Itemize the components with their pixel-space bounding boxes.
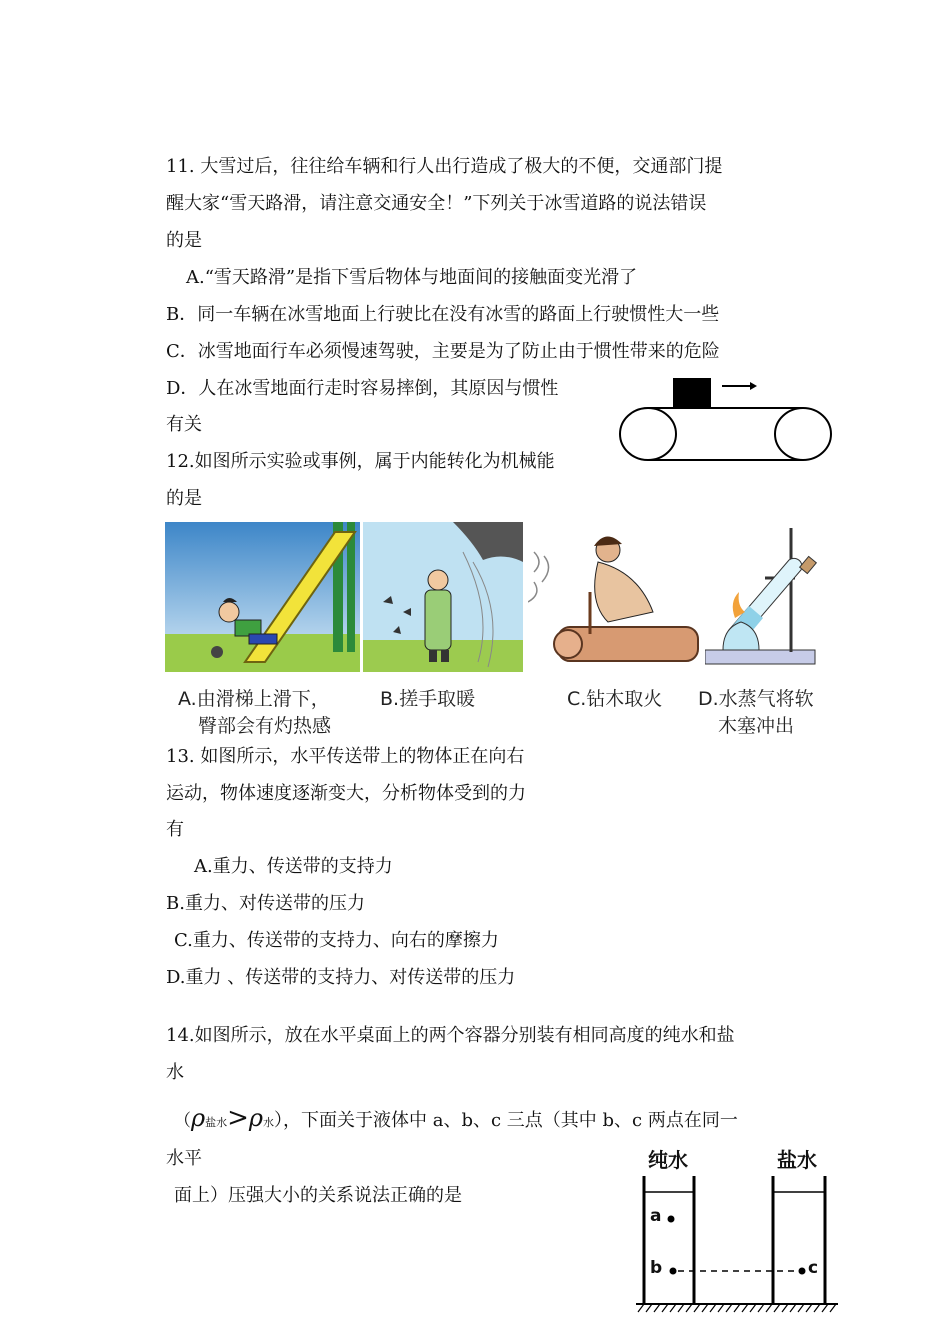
subscript-water: 水 [263,1116,275,1129]
rho-symbol: ρ [191,1104,206,1132]
caption-a-line-2: 臀部会有灼热感 [198,715,332,737]
salt-water-label: 盐水 [777,1148,817,1172]
q11-line-1: 11. 大雪过后，往往给车辆和行人出行造成了极大的不便，交通部门提 [166,156,723,177]
paren-open: （ [174,1111,191,1131]
q11-line-3: 的是 [166,230,202,251]
point-a-label: a [650,1206,662,1226]
q12-line-2: 的是 [166,488,202,509]
caption-c: C.钻木取火 [567,688,663,710]
q14-line-2: 水 [166,1062,184,1083]
q13-line-1: 13. 如图所示，水平传送带上的物体正在向右 [166,746,525,767]
q12-line-1: 12.如图所示实验或事例，属于内能转化为机械能 [166,451,555,472]
slide-picture [165,522,360,672]
q14-line-1: 14.如图所示，放在水平桌面上的两个容器分别装有相同高度的纯水和盐 [166,1025,735,1046]
q11-option-c: C．冰雪地面行车必须慢速驾驶，主要是为了防止由于惯性带来的危险 [166,341,720,362]
point-b-label: b [650,1258,663,1278]
q14-line-3: ），下面关于液体中 a、b、c 三点（其中 b、c 两点在同一 [274,1110,738,1131]
subscript-salt-water: 盐水 [205,1116,228,1129]
q13-option-a: A.重力、传送带的支持力 [194,856,393,877]
greater-than: > [227,1103,249,1133]
caption-b: B.搓手取暖 [380,688,476,710]
q14-formula-line [174,1103,738,1135]
conveyor-belt-figure [615,370,840,470]
q13-line-3: 有 [166,819,184,840]
point-c-label: c [808,1258,819,1278]
q13-option-c: C.重力、传送带的支持力、向右的摩擦力 [174,930,499,951]
drilling-wood-picture [528,522,703,672]
q11-option-d-cont: 有关 [166,414,202,435]
q11-option-d: D．人在冰雪地面行走时容易摔倒，其原因与惯性 [166,378,559,399]
q11-option-b: B．同一车辆在冰雪地面上行驶比在没有冰雪的路面上行驶惯性大一些 [166,304,720,325]
q13-option-d: D.重力 、传送带的支持力、对传送带的压力 [166,967,516,988]
steam-cork-picture [705,522,820,672]
rho-symbol-2: ρ [248,1104,264,1132]
q11-option-a: A.“雪天路滑”是指下雪后物体与地面间的接触面变光滑了 [186,267,638,288]
q14-line-5: 面上）压强大小的关系说法正确的是 [174,1185,462,1206]
rubbing-hands-picture [363,522,523,672]
q11-line-2: 醒大家“雪天路滑，请注意交通安全！”下列关于冰雪道路的说法错误 [166,193,707,214]
caption-d-line-1: D.水蒸气将软 [698,688,814,710]
q13-option-b: B.重力、对传送带的压力 [166,893,365,914]
containers-figure [630,1172,845,1317]
q14-line-4: 水平 [166,1148,202,1169]
pure-water-label: 纯水 [648,1148,688,1172]
caption-d-line-2: 木塞冲出 [718,715,795,737]
q13-line-2: 运动，物体速度逐渐变大，分析物体受到的力 [166,783,526,804]
caption-a-line-1: A.由滑梯上滑下， [178,688,330,710]
